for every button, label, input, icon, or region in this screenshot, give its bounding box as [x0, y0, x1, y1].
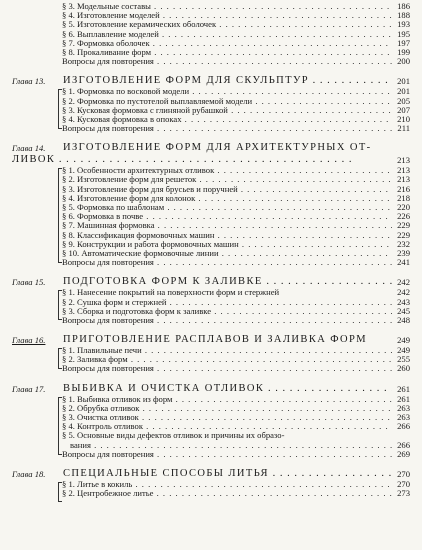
list-item: § 2. Центробежное литье . . . 273: [0, 489, 422, 498]
chapter-number: Глава 16.: [12, 335, 46, 346]
list-item: § 3. Изготовление форм для брусьев и поручней . . . 216: [0, 185, 422, 194]
chapter-page: 201: [397, 76, 410, 87]
chapter-title: ПРИГОТОВЛЕНИЕ РАСПЛАВОВ И ЗАЛИВКА ФОРМ: [63, 334, 368, 346]
list-item: § 2. Обрубка отливок . . . 263: [0, 404, 422, 413]
list-item: § 4. Кусковая формовка в опоках . . . 210: [0, 115, 422, 124]
chapter-title: ПОДГОТОВКА ФОРМ К ЗАЛИВКЕ . . .: [63, 276, 392, 288]
review-questions: Вопросы для повторения . . . 200: [0, 57, 422, 66]
chapter-title: ИЗГОТОВЛЕНИЕ ФОРМ ДЛЯ АРХИТЕКТУРНЫХ ОТ-: [63, 142, 372, 154]
list-item: § 1. Нанесение покрытий на поверхности форм и стержней 242: [62, 287, 410, 298]
list-item: § 3. Сборка и подготовка форм к заливке . . . 245: [0, 307, 422, 316]
list-item: § 10. Автоматические формовочные линии . . . 239: [0, 249, 422, 258]
chapter-page: 249: [397, 335, 410, 346]
chapter-number: Глава 18.: [12, 468, 46, 479]
list-item: § 4. Изготовление форм для колонок . . . 218: [0, 194, 422, 203]
chapter-heading: [0, 75, 422, 87]
list-item: § 6. Выплавление моделей . . . 195: [0, 30, 422, 39]
chapter-number: Глава 15.: [12, 277, 46, 288]
list-item-continuation: вания . . . 266: [0, 441, 422, 450]
list-item: § 6. Формовка в почве . . . 226: [0, 212, 422, 221]
list-item: § 4. Контроль отливок . . . 266: [0, 422, 422, 431]
review-questions: Вопросы для повторения . . . 241: [0, 258, 422, 267]
list-item: § 1. Выбивка отливок из форм . . . 261: [0, 395, 422, 404]
review-questions: Вопросы для повторения . . . 269: [0, 450, 422, 459]
chapter-number: Глава 13.: [12, 76, 46, 87]
chapter-15: [0, 276, 422, 325]
list-item: § 3. Очистка отливок . . . 263: [0, 413, 422, 422]
review-questions: Вопросы для повторения . . . 260: [0, 364, 422, 373]
list-item: § 1. Литье в кокиль . . . 270: [0, 480, 422, 489]
table-of-contents: [0, 2, 422, 498]
chapter-13: [0, 75, 422, 133]
list-item: § 2. Формовка по пустотелой выплавляемой модели . . . 205: [0, 97, 422, 106]
list-item: § 5. Формовка по шаблонам . . . 220: [0, 203, 422, 212]
list-item: § 3. Кусковая формовка с глиняной рубашкой . . . 207: [0, 106, 422, 115]
chapter-heading-continuation: [0, 154, 422, 166]
list-item: § 5. Основные виды дефектов отливок и причины их образо-: [62, 431, 285, 441]
list-item: § 2. Изготовление форм для решеток . . . 213: [0, 175, 422, 184]
list-item: § 4. Изготовление моделей . . . 188: [0, 11, 422, 20]
chapter-14: [0, 142, 422, 267]
chapter-title: СПЕЦИАЛЬНЫЕ СПОСОБЫ ЛИТЬЯ . . .: [63, 468, 392, 480]
chapter-page: 270: [397, 468, 410, 479]
chapter-heading: [0, 142, 422, 154]
chapter-number: Глава 14.: [12, 143, 46, 154]
chapter-17: [0, 383, 422, 459]
list-item: § 5. Изготовление керамических оболочек . . . 193: [0, 20, 422, 29]
list-item: § 1. Формовка по восковой модели . . . 201: [0, 87, 422, 96]
list-item: § 8. Классификация формовочных машин . . . 229: [0, 231, 422, 240]
list-item: § 8. Прокаливание форм . . . 199: [0, 48, 422, 57]
chapter-16: [0, 334, 422, 374]
review-questions: Вопросы для повторения . . . 248: [0, 316, 422, 325]
list-item: § 9. Конструкции и работа формовочных машин . . . 232: [0, 240, 422, 249]
list-item: § 1. Особенности архитектурных отливок . . . 213: [0, 166, 422, 175]
list-item: § 2. Заливка форм . . . 255: [0, 355, 422, 364]
chapter-title: ВЫБИВКА И ОЧИСТКА ОТЛИВОК . . .: [63, 383, 392, 395]
list-item: § 7. Машинная формовка . . . 229: [0, 221, 422, 230]
list-item: § 1. Плавильные печи . . . 249: [0, 346, 422, 355]
chapter-heading: [0, 468, 422, 480]
chapter-heading: [0, 383, 422, 395]
chapter-page: 213: [397, 155, 410, 166]
chapter-title-continuation: ЛИВОК . . .: [12, 154, 392, 166]
list-item: § 3. Модельные составы . . . 186: [0, 2, 422, 11]
chapter-18: [0, 468, 422, 498]
chapter-page: 242: [397, 277, 410, 288]
chapter-heading: [0, 334, 422, 346]
chapter-heading: [0, 276, 422, 288]
chapter-number: Глава 17.: [12, 383, 46, 394]
top-section-list: [0, 2, 422, 66]
list-item: § 7. Формовка оболочек . . . 197: [0, 39, 422, 48]
chapter-title: ИЗГОТОВЛЕНИЕ ФОРМ ДЛЯ СКУЛЬПТУР . . .: [63, 75, 392, 87]
chapter-page: 261: [397, 383, 410, 394]
review-questions: Вопросы для повторения . . . 211: [0, 124, 422, 133]
list-item: § 2. Сушка форм и стержней . . . 243: [0, 298, 422, 307]
